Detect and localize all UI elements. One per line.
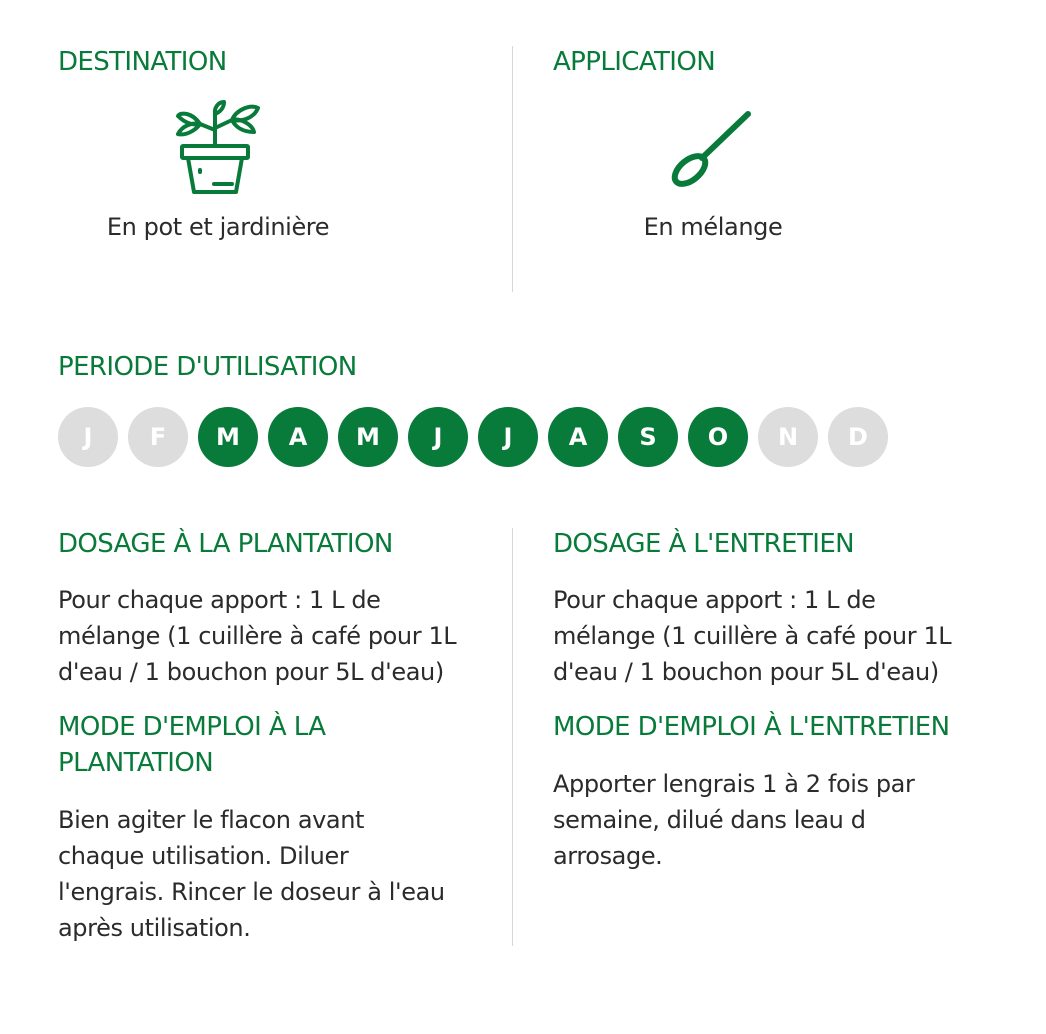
mode-plantation-line: chaque utilisation. Diluer	[58, 842, 349, 870]
destination-heading: DESTINATION	[58, 47, 227, 77]
application-caption: En mélange	[643, 213, 783, 241]
month-august: A	[548, 407, 608, 467]
mode-plantation-heading-line: PLANTATION	[58, 748, 214, 778]
mode-plantation-heading	[58, 709, 325, 781]
dosage-plantation-heading: DOSAGE À LA PLANTATION	[58, 529, 393, 559]
top-divider	[512, 46, 513, 292]
dosage-plantation-line: Pour chaque apport : 1 L de	[58, 586, 381, 614]
dosage-entretien-line: Pour chaque apport : 1 L de	[553, 586, 876, 614]
potted-plant-icon	[170, 100, 260, 196]
destination-caption: En pot et jardinière	[106, 213, 330, 241]
period-heading: PERIODE D'UTILISATION	[58, 352, 357, 382]
month-april: A	[268, 407, 328, 467]
month-july: J	[478, 407, 538, 467]
dosage-plantation-line: d'eau / 1 bouchon pour 5L d'eau)	[58, 658, 444, 686]
mode-plantation-line: Bien agiter le flacon avant	[58, 806, 365, 834]
month-may: M	[338, 407, 398, 467]
mode-plantation-heading-line: MODE D'EMPLOI À LA	[58, 712, 326, 742]
mode-entretien-text	[553, 766, 914, 874]
spoon-icon	[668, 108, 754, 190]
month-february: F	[128, 407, 188, 467]
mode-plantation-line: l'engrais. Rincer le doseur à l'eau	[58, 878, 445, 906]
month-january: J	[58, 407, 118, 467]
mode-plantation-text	[58, 802, 445, 946]
mode-entretien-line: semaine, dilué dans leau d	[553, 806, 866, 834]
dosage-entretien-heading: DOSAGE À L'ENTRETIEN	[553, 529, 855, 559]
month-december: D	[828, 407, 888, 467]
dosage-entretien-line: d'eau / 1 bouchon pour 5L d'eau)	[553, 658, 939, 686]
mode-entretien-line: Apporter lengrais 1 à 2 fois par	[553, 770, 915, 798]
dosage-plantation-text	[58, 582, 456, 690]
bottom-divider	[512, 528, 513, 946]
application-heading: APPLICATION	[553, 47, 716, 77]
dosage-entretien-text	[553, 582, 951, 690]
month-october: O	[688, 407, 748, 467]
month-march: M	[198, 407, 258, 467]
month-november: N	[758, 407, 818, 467]
mode-plantation-line: après utilisation.	[58, 914, 251, 942]
month-selector	[58, 407, 898, 467]
month-june: J	[408, 407, 468, 467]
month-september: S	[618, 407, 678, 467]
mode-entretien-heading: MODE D'EMPLOI À L'ENTRETIEN	[553, 712, 950, 742]
mode-entretien-line: arrosage.	[553, 842, 663, 870]
dosage-entretien-line: mélange (1 cuillère à café pour 1L	[553, 622, 952, 650]
dosage-plantation-line: mélange (1 cuillère à café pour 1L	[58, 622, 457, 650]
